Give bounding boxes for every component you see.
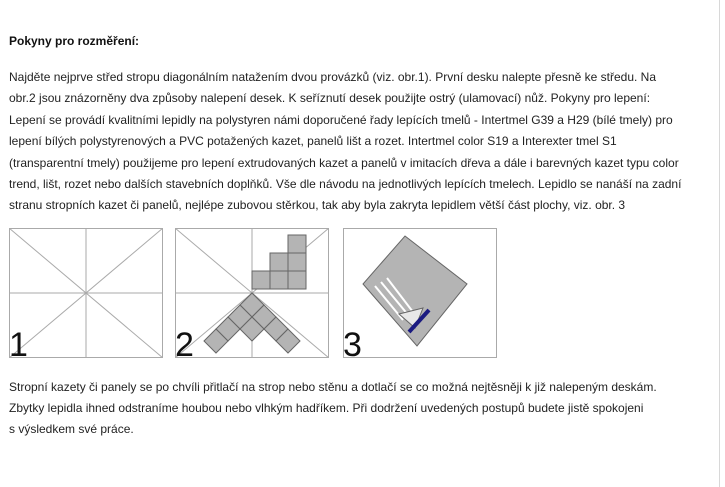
figure-1-drawing — [9, 228, 163, 358]
figures-row — [9, 228, 509, 364]
paragraph-line: obr.2 jsou znázorněny dva způsoby nalepení desek. K seříznutí desek použijte ostrý (ulamovací) nůž. Pokyny pro lepení: — [9, 91, 651, 106]
figure-number: 1 — [9, 326, 28, 364]
figure-3-drawing — [343, 228, 497, 358]
figure-2-drawing — [175, 228, 329, 358]
paragraph-line: Najděte nejprve střed stropu diagonálním natažením dvou provázků (viz. obr.1). První desku nalepte přesně ke středu. Na — [9, 70, 657, 84]
figure-number: 3 — [343, 326, 362, 364]
paragraph-line: stranu stropních kazet či panelů, nejlépe zubovou stěrkou, tak aby byla zakryta lepidlem větší část plochy, viz. obr. 3 — [9, 198, 626, 213]
paragraph-line: s výsledkem své práce. — [9, 422, 134, 436]
paragraph-line: (transparentní tmely) použijeme pro lepení extrudovaných kazet a panelů v imitacích dřeva a dále i barevných kazet typu color — [9, 155, 679, 170]
figure-number: 2 — [175, 326, 194, 364]
figure-3 — [343, 228, 497, 364]
instructions-paragraph — [9, 67, 709, 217]
figure-2 — [175, 228, 329, 364]
paragraph-line: lepení bílých polystyrenových a PVC potažených kazet, panelů lišt a rozet. Intertmel color S19 a Interexter tmel S1 — [9, 134, 617, 149]
paragraph-line: trend, lišt, rozet nebo dalších stavebních doplňků. Vše dle návodu na jednotlivých lepících tmelech. Lepidlo se nanáší na zadní — [9, 177, 682, 192]
paragraph-line: Stropní kazety či panely se po chvíli přitlačí na strop nebo stěnu a dotlačí se co možná nejtěsněji k již nalepeným deskám. — [9, 380, 657, 394]
paragraph-line: Lepení se provádí kvalitními lepidly na polystyren námi doporučené řady lepících tmelů - Intertmel G39 a H29 (bílé tmely) pro — [9, 112, 673, 127]
figure-1 — [9, 228, 163, 364]
closing-paragraph — [9, 377, 709, 440]
paragraph-line: Zbytky lepidla ihned odstraníme houbou nebo vlhkým hadříkem. Při dodržení uvedených postupů budete jistě spokojeni — [9, 401, 644, 415]
section-heading: Pokyny pro rozměření: — [9, 34, 140, 48]
